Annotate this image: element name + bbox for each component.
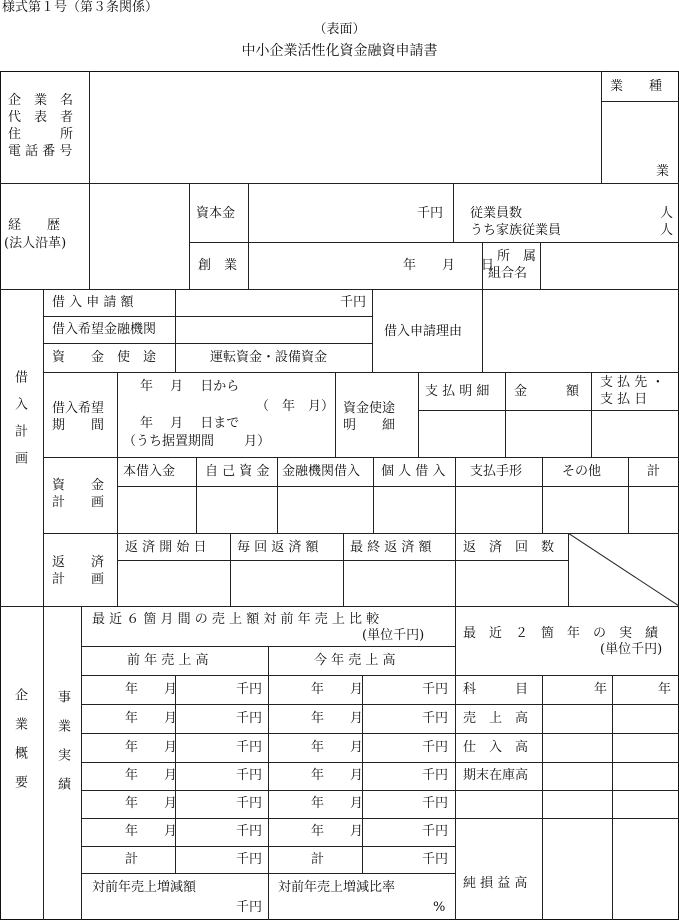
- prev-total-unit: 千円: [236, 852, 263, 867]
- family-unit: 人: [660, 223, 674, 238]
- curr-amount-unit-4: 千円: [422, 768, 449, 783]
- year-header-2: 年: [658, 682, 672, 697]
- year-header-1: 年: [594, 682, 608, 697]
- recent2-header-2: (単位千円): [600, 642, 663, 657]
- employees-label: 従業員数: [470, 206, 523, 221]
- prev-amount-unit-3: 千円: [236, 740, 263, 755]
- fund-col-notes: 支払手形: [470, 464, 523, 479]
- curr-month-3: 年 月: [311, 740, 364, 755]
- period-years: （ 年 月）: [256, 399, 335, 414]
- repay-col-start: 返 済 開 始 日: [125, 540, 207, 555]
- repay-plan-label-1: 返 済: [52, 555, 105, 570]
- representative-label: 代 表 者: [8, 110, 74, 125]
- fund-col-personal: 個 人 借 入: [381, 464, 446, 479]
- fund-col-other: その他: [562, 464, 602, 479]
- phone-label: 電 話 番 号: [8, 144, 73, 159]
- history-sub-label: (法人沿革): [4, 236, 67, 251]
- form-side: （表面）: [313, 22, 366, 37]
- repay-col-count: 返 済 回 数: [463, 540, 555, 555]
- border-left: [0, 71, 1, 920]
- curr-month-5: 年 月: [311, 796, 364, 811]
- overview-section-label: 企業概要: [12, 688, 27, 804]
- curr-amount-unit-3: 千円: [422, 740, 449, 755]
- period-grace: （うち据置期間 月）: [123, 434, 271, 449]
- family-employees-label: うち家族従業員: [470, 223, 562, 238]
- history-label: 経 歴: [8, 218, 61, 233]
- prev-month-4: 年 月: [125, 768, 178, 783]
- prev-month-5: 年 月: [125, 796, 178, 811]
- yoy-amount-unit: 千円: [236, 900, 263, 915]
- repay-col-final: 最 終 返 済 額: [350, 540, 432, 555]
- fund-col-own: 自 己 資 金: [205, 464, 270, 479]
- industry-suffix: 業: [656, 164, 670, 179]
- curr-total-unit: 千円: [422, 852, 449, 867]
- recent6-header-1: 最 近 ６ 箇 月 間 の 売 上 額 対 前 年 売 上 比 較: [92, 612, 380, 627]
- prev-amount-unit-1: 千円: [236, 682, 263, 697]
- border-bottom: [0, 919, 679, 920]
- period-from: 年 月 日から: [140, 379, 240, 394]
- item-sales: 売 上 高: [463, 711, 529, 726]
- detail-label-1: 資金使途: [343, 401, 396, 416]
- item-purchases: 仕 入 高: [463, 740, 529, 755]
- prev-total-label: 計: [125, 852, 139, 867]
- item-inventory: 期末在庫高: [463, 768, 529, 783]
- prev-amount-unit-5: 千円: [236, 796, 263, 811]
- curr-sales-header: 今 年 売 上 高: [314, 653, 396, 668]
- curr-amount-unit-1: 千円: [422, 682, 449, 697]
- prev-amount-unit-2: 千円: [236, 711, 263, 726]
- detail-label-2: 明 細: [343, 418, 396, 433]
- fund-col-bank: 金融機関借入: [282, 464, 361, 479]
- company-name-label: 企 業 名: [8, 93, 74, 108]
- yoy-rate-label: 対前年売上増減比率: [278, 880, 396, 895]
- curr-amount-unit-2: 千円: [422, 711, 449, 726]
- capital-label: 資本金: [196, 206, 236, 221]
- capital-unit: 千円: [417, 206, 444, 221]
- curr-total-label: 計: [311, 852, 325, 867]
- prev-amount-unit-6: 千円: [236, 824, 263, 839]
- yoy-rate-unit: %: [433, 900, 446, 915]
- borrow-amount-label: 借 入 申 請 額: [52, 295, 134, 310]
- performance-label: 事業実績: [55, 690, 70, 806]
- fund-use-value: 運転資金・設備資金: [210, 350, 328, 365]
- curr-amount-unit-5: 千円: [422, 796, 449, 811]
- prev-sales-header: 前 年 売 上 高: [127, 653, 209, 668]
- industry-label: 業 種: [610, 79, 663, 94]
- curr-month-4: 年 月: [311, 768, 364, 783]
- bank-label: 借入希望金融機関: [52, 322, 157, 337]
- pay-to-header-2: 支 払 日: [600, 392, 648, 407]
- prev-month-2: 年 月: [125, 711, 178, 726]
- curr-month-2: 年 月: [311, 711, 364, 726]
- fund-plan-label-2: 計 画: [52, 495, 105, 510]
- fund-plan-label-1: 資 金: [52, 478, 105, 493]
- recent6-header-2: (単位千円): [362, 628, 425, 643]
- curr-amount-unit-6: 千円: [422, 824, 449, 839]
- period-label-2: 期 間: [52, 418, 105, 433]
- employees-unit: 人: [660, 206, 674, 221]
- amount-header: 金 額: [514, 384, 580, 399]
- company-info-field[interactable]: [90, 72, 600, 182]
- pay-detail-header: 支 払 明 細: [425, 384, 490, 399]
- prev-month-1: 年 月: [125, 682, 178, 697]
- prev-amount-unit-4: 千円: [236, 768, 263, 783]
- recent2-header-1: 最 近 ２ 箇 年 の 実 績: [463, 626, 659, 641]
- period-to: 年 月 日まで: [140, 416, 240, 431]
- prev-month-6: 年 月: [125, 824, 178, 839]
- item-net-profit: 純 損 益 高: [463, 876, 528, 891]
- founded-label: 創 業: [198, 258, 238, 273]
- reason-label: 借入申請理由: [384, 324, 463, 339]
- repayment-diagonal: [568, 533, 679, 606]
- period-label-1: 借入希望: [52, 401, 105, 416]
- curr-month-6: 年 月: [311, 824, 364, 839]
- fund-col-loan: 本借入金: [123, 464, 176, 479]
- page-title: 中小企業活性化資金融資申請書: [241, 43, 438, 59]
- borrow-section-label: 借入計画: [12, 370, 27, 478]
- pay-to-header-1: 支 払 先 ・: [600, 375, 665, 390]
- yoy-amount-label: 対前年売上増減額: [92, 880, 197, 895]
- association-label-1: 所 属: [497, 249, 537, 264]
- repay-plan-label-2: 計 画: [52, 572, 105, 587]
- form-number: 様式第１号（第３条関係）: [2, 0, 159, 15]
- address-label: 住 所: [8, 127, 74, 142]
- item-header: 科 目: [463, 682, 529, 697]
- fund-col-total: 計: [647, 464, 661, 479]
- borrow-amount-unit: 千円: [340, 295, 367, 310]
- founded-date: 年 月 日: [403, 258, 495, 273]
- repay-col-each: 毎 回 返 済 額: [237, 540, 319, 555]
- association-label-2: 組合名: [488, 266, 528, 281]
- prev-month-3: 年 月: [125, 740, 178, 755]
- fund-use-label: 資 金 使 途: [52, 350, 157, 365]
- curr-month-1: 年 月: [311, 682, 364, 697]
